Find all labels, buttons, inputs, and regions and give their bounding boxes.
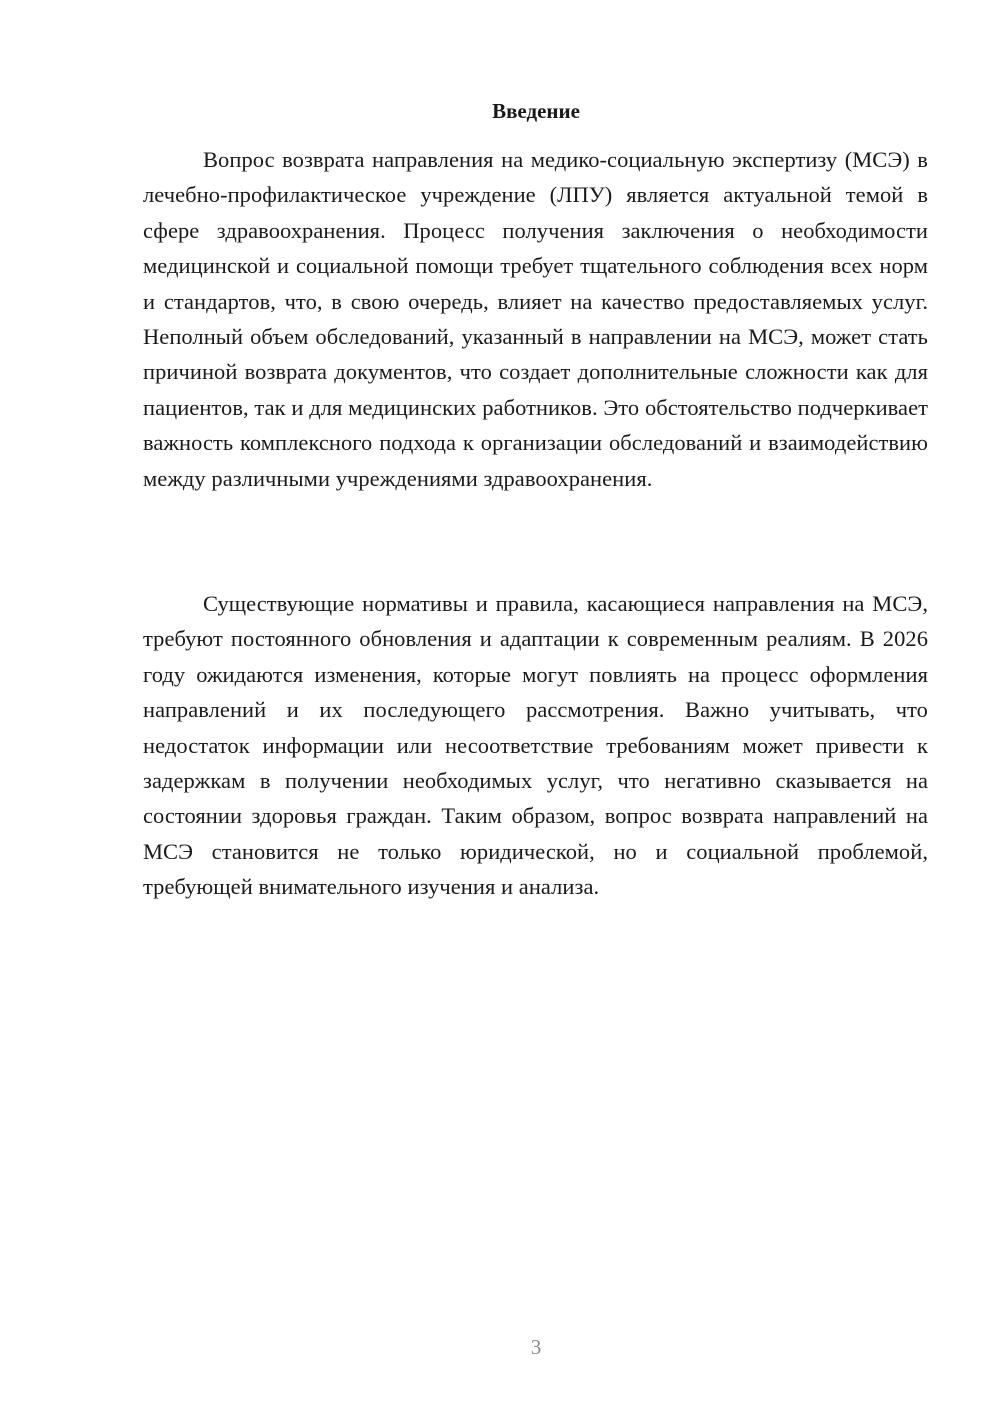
paragraph-2: Существующие нормативы и правила, касающиеся направления на МСЭ, требуют постоянного обновления и адаптации к современным реалиям. В 2026 году ожидаются изменения, которые могут повлиять на процесс оформления направлений и их последующего рассмотрения. Важно учитывать, что недостаток информации или несоответствие требованиям может привести к задержкам в получении необходимых услуг, что негативно сказывается на состоянии здоровья граждан. Таким образом, вопрос возврата направлений на МСЭ становится не только юридической, но и социальной проблемой, требующей внимательного изучения и анализа. (143, 591, 928, 900)
section-heading: Введение (492, 99, 580, 123)
page-number: 3 (530, 1335, 542, 1359)
paragraph-1: Вопрос возврата направления на медико-социальную экспертизу (МСЭ) в лечебно-профилактическое учреждение (ЛПУ) является актуальной темой в сфере здравоохранения. Процесс получения заключения о необходимости медицинской и социальной помощи требует тщательного соблюдения всех норм и стандартов, что, в свою очередь, влияет на качество предоставляемых услуг. Неполный объем обследований, указанный в направлении на МСЭ, может стать причиной возврата документов, что создает дополнительные сложности как для пациентов, так и для медицинских работников. Это обстоятельство подчеркивает важность комплексного подхода к организации обследований и взаимодействию между различными учреждениями здравоохранения. (143, 147, 928, 491)
